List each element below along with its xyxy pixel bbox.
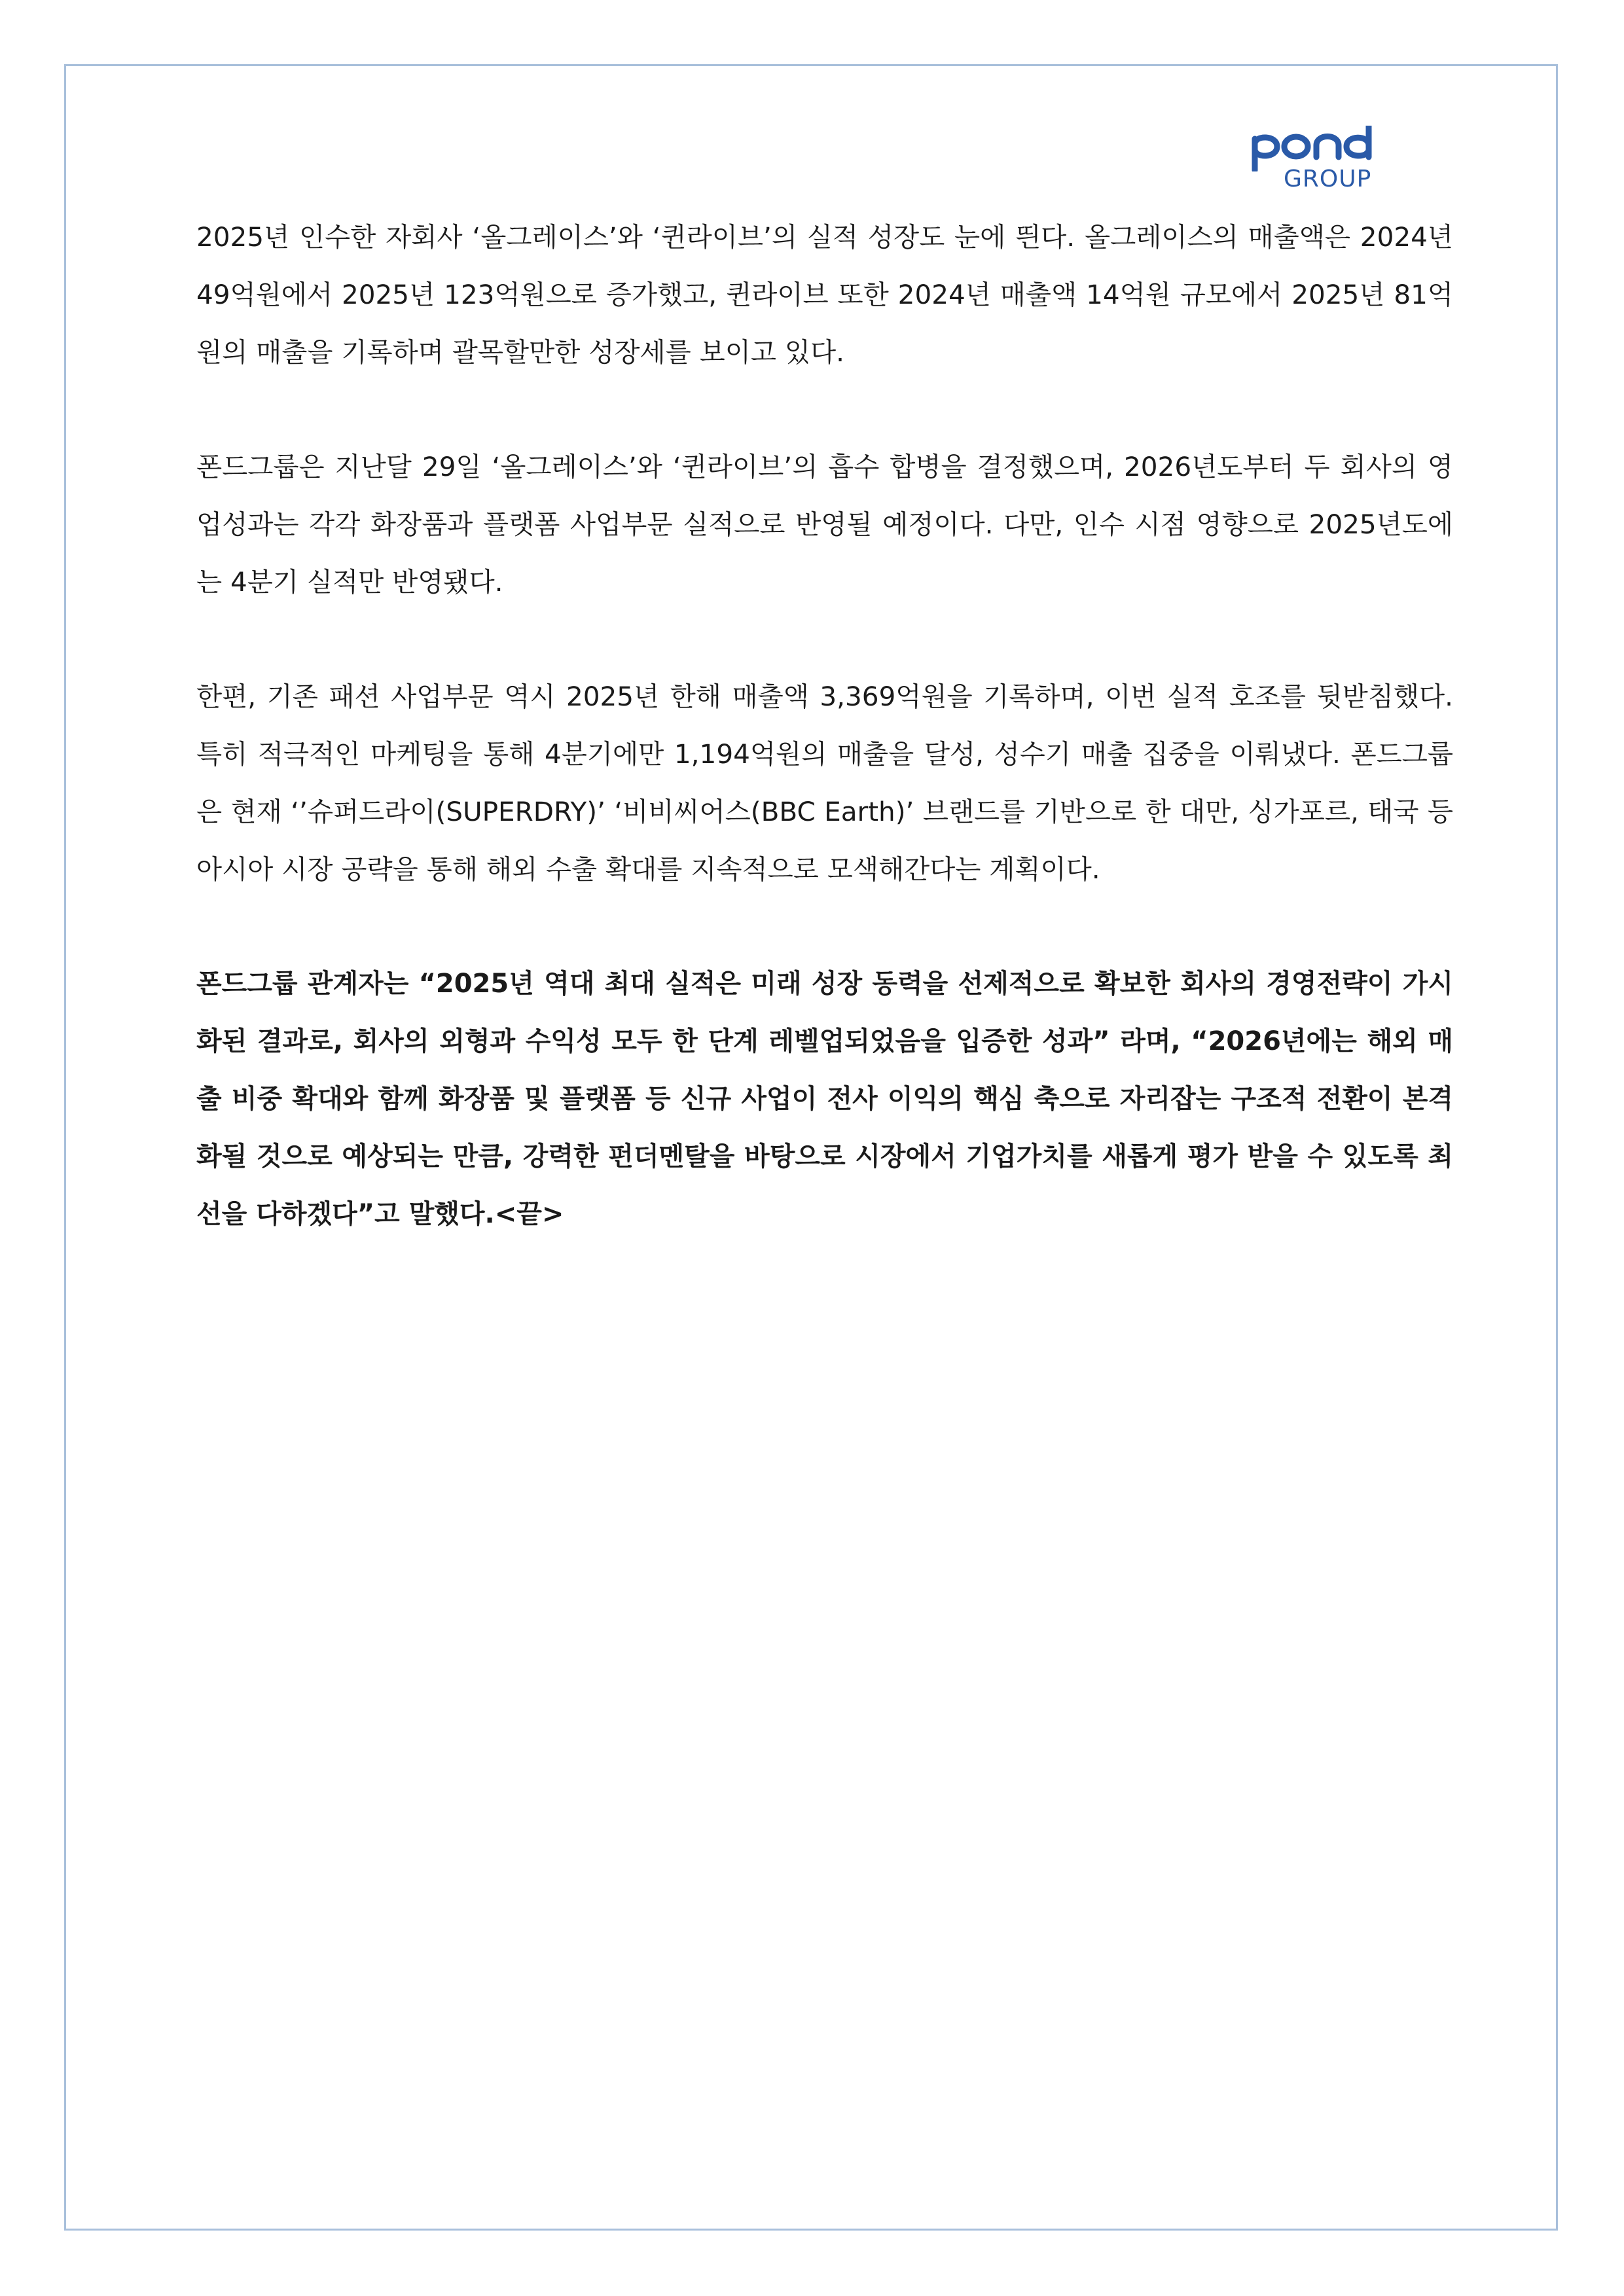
document-body (196, 208, 1453, 1243)
paragraph-subsidiary-growth: 2025년 인수한 자회사 ‘올그레이스’와 ‘퀸라이브’의 실적 성장도 눈에 띈다. 올그레이스의 매출액은 2024년 49억원에서 2025년 123억원으로 증가했고, 퀸라이브 또한 2024년 매출액 14억원 규모에서 2025년 81억원의 매출을 기록하며 괄목할만한 성장세를 보이고 있다. (196, 221, 1453, 368)
paragraph-official-quote: 폰드그룹 관계자는 “2025년 역대 최대 실적은 미래 성장 동력을 선제적으로 확보한 회사의 경영전략이 가시화된 결과로, 회사의 외형과 수익성 모두 한 단계 레벨업되었음을 입증한 성과” 라며, “2026년에는 해외 매출 비중 확대와 함께 화장품 및 플랫폼 등 신규 사업이 전사 이익의 핵심 축으로 자리잡는 구조적 전환이 본격화될 것으로 예상되는 만큼, 강력한 펀더멘탈을 바탕으로 시장에서 기업가치를 새롭게 평가 받을 수 있도록 최선을 다하겠다”고 말했다.<끝> (196, 969, 1453, 1229)
pond-group-logo (1247, 126, 1378, 198)
logo-group-text: GROUP (1284, 166, 1372, 192)
pond-logo-icon (1247, 126, 1378, 171)
paragraph-merger: 폰드그룹은 지난달 29일 ‘올그레이스’와 ‘퀸라이브’의 흡수 합병을 결정했으며, 2026년도부터 두 회사의 영업성과는 각각 화장품과 플랫폼 사업부문 실적으로 반영될 예정이다. 다만, 인수 시점 영향으로 2025년도에는 4분기 실적만 반영됐다. (196, 451, 1453, 598)
paragraph-fashion-division: 한편, 기존 패션 사업부문 역시 2025년 한해 매출액 3,369억원을 기록하며, 이번 실적 호조를 뒷받침했다. 특히 적극적인 마케팅을 통해 4분기에만 1,194억원의 매출을 달성, 성수기 매출 집중을 이뤄냈다. 폰드그룹은 현재 ‘’슈퍼드라이(SUPERDRY)’ ‘비비씨어스(BBC Earth)’ 브랜드를 기반으로 한 대만, 싱가포르, 태국 등 아시아 시장 공략을 통해 해외 수출 확대를 지속적으로 모색해간다는 계획이다. (196, 681, 1453, 885)
